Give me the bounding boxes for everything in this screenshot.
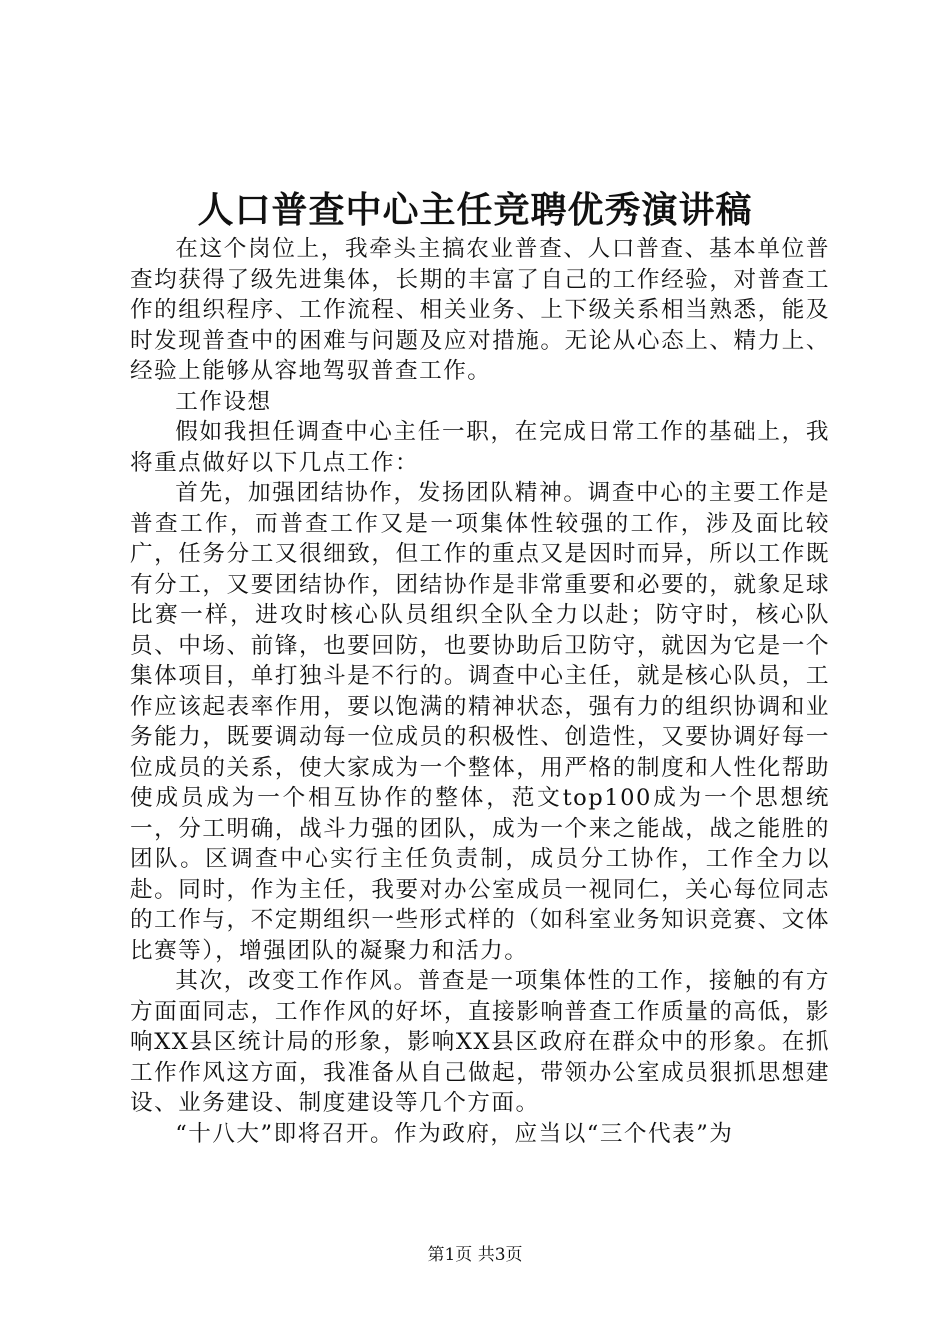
paragraph-congress: “十八大”即将召开。作为政府，应当以“三个代表”为 (175, 1120, 734, 1147)
document-title: 人口普查中心主任竞聘优秀演讲稿 (197, 189, 753, 231)
document-body (130, 234, 830, 1149)
paragraph-work-style: 其次，改变工作作风。普查是一项集体性的工作，接触的有方方面面同志，工作作风的好坏，直接影响普查工作质量的高低，影响XX县区统计局的形象，影响XX县区政府在群众中的形象。在抓工作作风这方面，我准备从自己做起，带领办公室成员狠抓思想建设、业务建设、制度建设等几个方面。 (130, 968, 830, 1116)
paragraph-heading-work-plan: 工作设想 (175, 388, 272, 415)
page-footer: 第1页 共3页 (427, 1245, 523, 1265)
paragraph-experience: 在这个岗位上，我牵头主搞农业普查、人口普查、基本单位普查均获得了级先进集体，长期的丰富了自己的工作经验，对普查工作的组织程序、工作流程、相关业务、上下级关系相当熟悉，能及时发现普查中的困难与问题及应对措施。无论从心态上、精力上、经验上能够从容地驾驭普查工作。 (130, 236, 830, 384)
paragraph-intro-plan: 假如我担任调查中心主任一职，在完成日常工作的基础上，我将重点做好以下几点工作： (130, 419, 830, 476)
paragraph-teamwork: 首先，加强团结协作，发扬团队精神。调查中心的主要工作是普查工作，而普查工作又是一项集体性较强的工作，涉及面比较广，任务分工又很细致，但工作的重点又是因时而异，所以工作既有分工，又要团结协作，团结协作是非常重要和必要的，就象足球比赛一样，进攻时核心队员组织全队全力以赴；防守时，核心队员、中场、前锋，也要回防，也要协助后卫防守，就因为它是一个集体项目，单打独斗是不行的。调查中心主任，就是核心队员，工作应该起表率作用，要以饱满的精神状态，强有力的组织协调和业务能力，既要调动每一位成员的积极性、创造性，又要协调好每一位成员的关系，使大家成为一个整体，用严格的制度和人性化帮助使成员成为一个相互协作的整体，范文top100成为一个思想统一，分工明确，战斗力强的团队，成为一个来之能战，战之能胜的团队。区调查中心实行主任负责制，成员分工协作，工作全力以赴。同时，作为主任，我要对办公室成员一视同仁，关心每位同志的工作与，不定期组织一些形式样的（如科室业务知识竞赛、文体比赛等），增强团队的凝聚力和活力。 (130, 480, 830, 964)
